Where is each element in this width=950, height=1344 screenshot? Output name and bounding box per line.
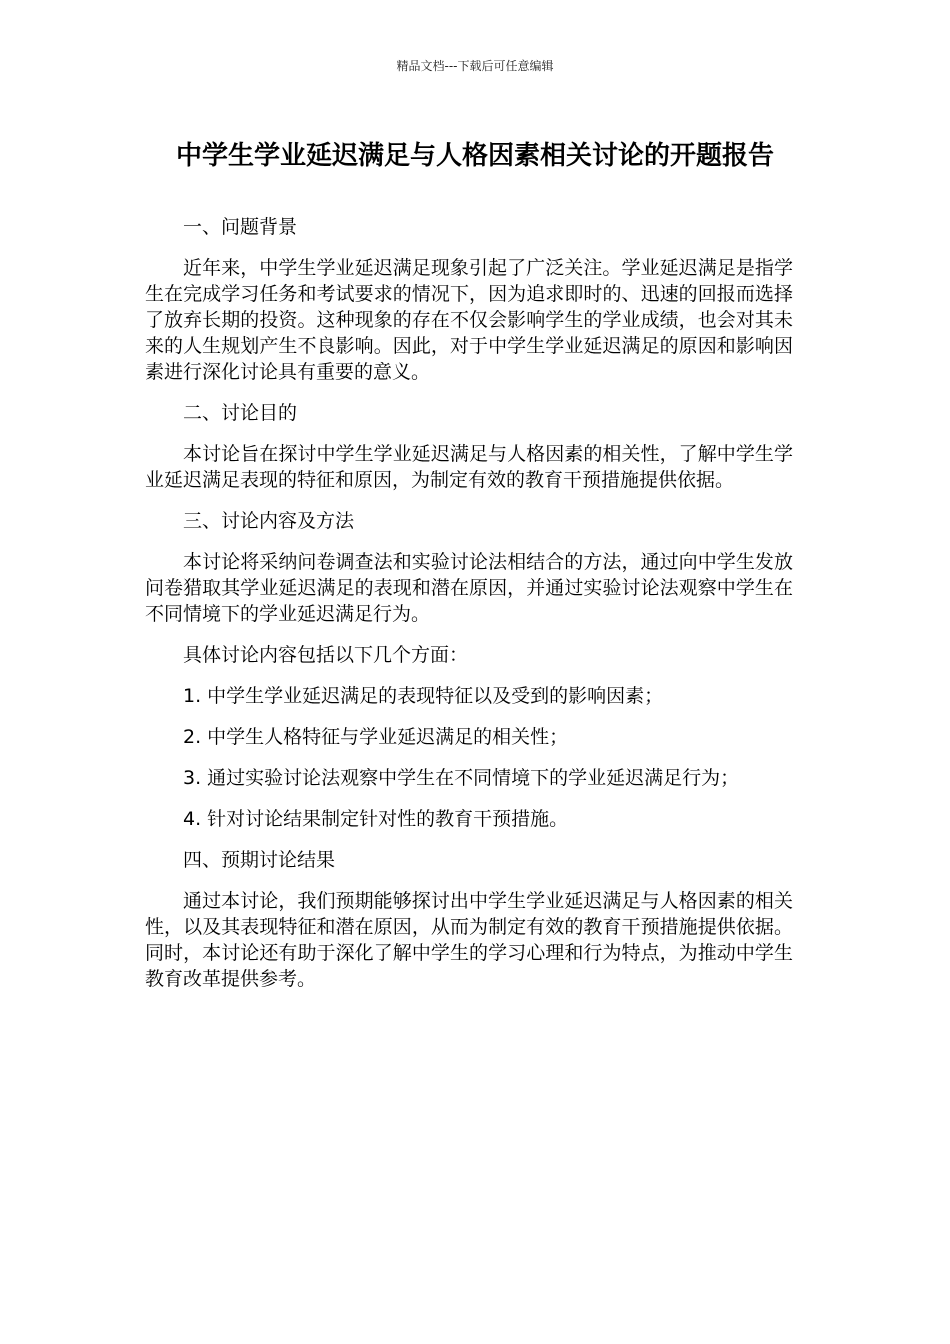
list-intro: 具体讨论内容包括以下几个方面： — [183, 644, 469, 666]
section-heading-results: 四、预期讨论结果 — [183, 849, 336, 871]
header-note: 精品文档---下载后可任意编辑 — [396, 59, 554, 73]
document-title: 中学生学业延迟满足与人格因素相关讨论的开题报告 — [175, 141, 774, 171]
paragraph-purpose: 本讨论旨在探讨中学生学业延迟满足与人格因素的相关性，了解中学生学业延迟满足表现的特征和原因，为制定有效的教育干预措施提供依据。 — [145, 443, 793, 491]
paragraph-method: 本讨论将采纳问卷调查法和实验讨论法相结合的方法，通过向中学生发放问卷猎取其学业延迟满足的表现和潜在原因，并通过实验讨论法观察中学生在不同情境下的学业延迟满足行为。 — [145, 551, 793, 625]
list-item: 3. 通过实验讨论法观察中学生在不同情境下的学业延迟满足行为； — [183, 767, 740, 789]
section-heading-background: 一、问题背景 — [183, 216, 298, 238]
paragraph-background: 近年来，中学生学业延迟满足现象引起了广泛关注。学业延迟满足是指学生在完成学习任务和考试要求的情况下，因为追求即时的、迅速的回报而选择了放弃长期的投资。这种现象的存在不仅会影响学生的学业成绩，也会对其未来的人生规划产生不良影响。因此，对于中学生学业延迟满足的原因和影响因素进行深化讨论具有重要的意义。 — [145, 257, 793, 383]
document-body — [145, 214, 793, 1007]
list-item: 2. 中学生人格特征与学业延迟满足的相关性； — [183, 726, 569, 748]
paragraph-results: 通过本讨论，我们预期能够探讨出中学生学业延迟满足与人格因素的相关性，以及其表现特征和潜在原因，从而为制定有效的教育干预措施提供依据。同时，本讨论还有助于深化了解中学生的学习心理和行为特点，为推动中学生教育改革提供参考。 — [145, 890, 793, 990]
list-item: 1. 中学生学业延迟满足的表现特征以及受到的影响因素； — [183, 685, 664, 707]
list-item: 4. 针对讨论结果制定针对性的教育干预措施。 — [183, 808, 569, 830]
section-heading-method: 三、讨论内容及方法 — [183, 510, 355, 532]
section-heading-purpose: 二、讨论目的 — [183, 402, 298, 424]
